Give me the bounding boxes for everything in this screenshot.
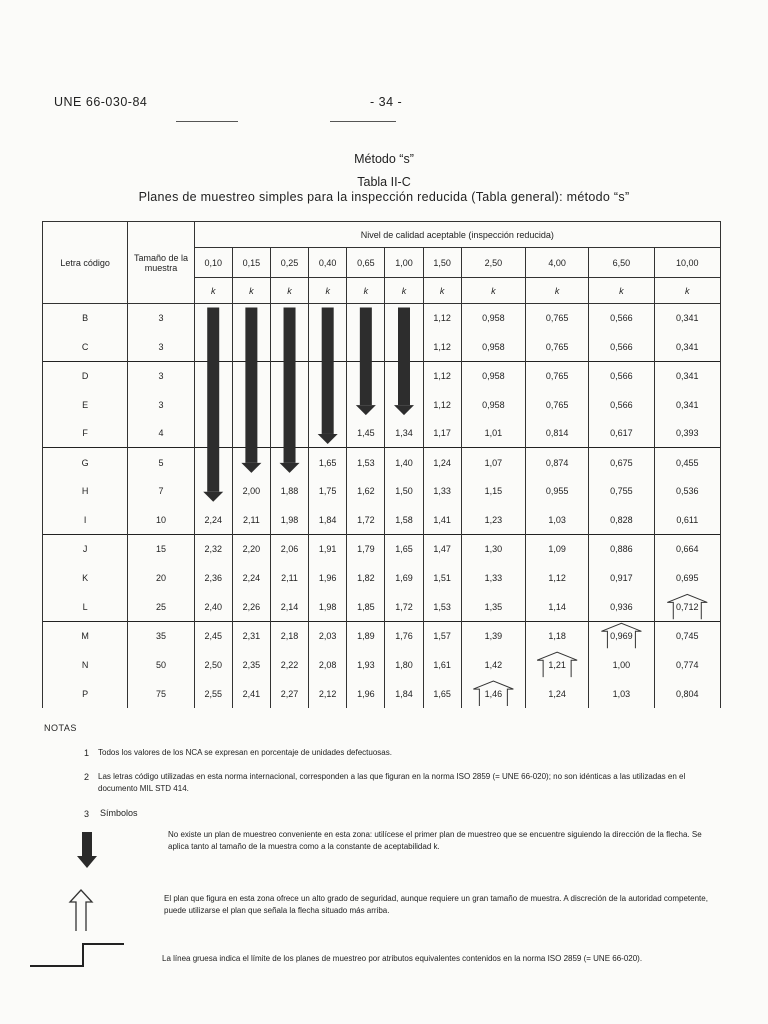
k-value: 1,33	[423, 477, 461, 506]
k-label: k	[309, 278, 347, 304]
k-value: 0,341	[654, 332, 720, 361]
nca-level: 1,50	[423, 248, 461, 278]
note-number: 2	[84, 772, 90, 782]
down-arrow-head-icon	[203, 492, 223, 502]
k-value: 1,46	[461, 679, 525, 708]
k-value: 0,969	[589, 621, 654, 650]
k-value: 1,98	[270, 506, 308, 535]
k-value: 1,88	[270, 477, 308, 506]
letter-code: B	[43, 304, 128, 333]
sample-size: 20	[128, 564, 194, 593]
k-value: 1,12	[423, 361, 461, 390]
nca-header: Nivel de calidad aceptable (inspección reducida)	[194, 222, 720, 248]
k-value: 1,07	[461, 448, 525, 477]
sample-size: 3	[128, 390, 194, 419]
k-label: k	[589, 278, 654, 304]
k-value: 1,53	[423, 592, 461, 621]
k-label: k	[347, 278, 385, 304]
k-label: k	[194, 278, 232, 304]
k-value: 1,39	[461, 621, 525, 650]
k-value: 1,98	[309, 592, 347, 621]
k-value: 1,91	[309, 535, 347, 564]
sample-size: 25	[128, 592, 194, 621]
k-value: 0,675	[589, 448, 654, 477]
nca-level: 0,65	[347, 248, 385, 278]
nca-level: 10,00	[654, 248, 720, 278]
k-value: 0,874	[526, 448, 589, 477]
symbol-up-description: El plan que figura en esta zona ofrece un alto grado de seguridad, aunque requiere un gran tamaño de muestra. A discreción de la autoridad competente, puede utilizarse el plan que señala la flecha situado más arriba.	[164, 894, 708, 915]
thick-line-symbol-icon	[28, 938, 128, 974]
k-value: 1,61	[423, 650, 461, 679]
k-value: 0,393	[654, 419, 720, 448]
k-value: 2,08	[309, 650, 347, 679]
up-arrow-symbol-icon	[66, 888, 96, 932]
down-arrow-icon	[284, 308, 296, 463]
k-value: 1,82	[347, 564, 385, 593]
k-value: 0,765	[526, 332, 589, 361]
sample-size: 7	[128, 477, 194, 506]
k-value: 1,62	[347, 477, 385, 506]
k-value: 2,40	[194, 592, 232, 621]
k-value: 1,24	[423, 448, 461, 477]
nca-level: 1,00	[385, 248, 423, 278]
k-value: 1,58	[385, 506, 423, 535]
k-value: 0,755	[589, 477, 654, 506]
k-value: 1,85	[347, 592, 385, 621]
k-value: 0,814	[526, 419, 589, 448]
k-value: 2,55	[194, 679, 232, 708]
nca-level: 2,50	[461, 248, 525, 278]
down-arrow-icon	[207, 308, 219, 492]
k-value: 1,14	[526, 592, 589, 621]
down-arrow-head-icon	[394, 405, 414, 415]
k-value: 0,455	[654, 448, 720, 477]
k-value: 2,36	[194, 564, 232, 593]
k-value: 1,34	[385, 419, 423, 448]
k-value: 1,65	[423, 679, 461, 708]
k-label: k	[654, 278, 720, 304]
letter-code: D	[43, 361, 128, 390]
k-value: 0,765	[526, 390, 589, 419]
k-value: 1,12	[423, 332, 461, 361]
k-value: 0,958	[461, 304, 525, 333]
k-value: 2,20	[232, 535, 270, 564]
k-value: 0,804	[654, 679, 720, 708]
k-value: 1,50	[385, 477, 423, 506]
table-subtitle: Planes de muestreo simples para la inspección reducida (Tabla general): método “s”	[138, 190, 630, 204]
letter-code: I	[43, 506, 128, 535]
k-value: 1,69	[385, 564, 423, 593]
down-arrow-icon	[322, 308, 334, 434]
k-value: 0,536	[654, 477, 720, 506]
nca-level: 0,15	[232, 248, 270, 278]
k-value: 0,955	[526, 477, 589, 506]
sample-size: 3	[128, 304, 194, 333]
k-value: 0,664	[654, 535, 720, 564]
symbol-down-description: No existe un plan de muestreo conveniente en esta zona: utilícese el primer plan de muestreo que se encuentre siguiendo la dirección de la flecha. Se aplica tanto al tamaño de la muestra como a la constante de aceptabilidad k.	[168, 830, 702, 851]
k-value: 1,03	[589, 679, 654, 708]
k-value: 1,89	[347, 621, 385, 650]
k-value: 1,84	[309, 506, 347, 535]
k-value: 1,47	[423, 535, 461, 564]
down-arrow-symbol-icon	[74, 830, 100, 870]
k-value: 1,12	[423, 390, 461, 419]
nca-level: 4,00	[526, 248, 589, 278]
k-value: 1,01	[461, 419, 525, 448]
k-value: 0,341	[654, 361, 720, 390]
k-value: 1,12	[423, 304, 461, 333]
k-value: 0,341	[654, 304, 720, 333]
k-value: 0,341	[654, 390, 720, 419]
note-2: Las letras código utilizadas en esta norma internacional, corresponden a las que figuran en la norma ISO 2859 (= UNE 66-020); no son idénticas a las utilizadas en el documento MIL STD 414.	[98, 772, 686, 793]
k-value: 1,09	[526, 535, 589, 564]
k-value: 0,566	[589, 332, 654, 361]
k-label: k	[270, 278, 308, 304]
k-value: 1,30	[461, 535, 525, 564]
up-arrow-icon	[473, 681, 513, 706]
k-value: 1,24	[526, 679, 589, 708]
k-value: 2,24	[232, 564, 270, 593]
k-value: 0,936	[589, 592, 654, 621]
notes-label: NOTAS	[44, 723, 77, 733]
k-value: 2,27	[270, 679, 308, 708]
k-value: 0,566	[589, 304, 654, 333]
k-value: 0,765	[526, 304, 589, 333]
k-value: 1,35	[461, 592, 525, 621]
down-arrow-icon	[245, 308, 257, 463]
table-title: Tabla II-C	[357, 175, 411, 189]
sample-size: 3	[128, 361, 194, 390]
k-value: 1,65	[385, 535, 423, 564]
k-value: 1,51	[423, 564, 461, 593]
k-value: 0,958	[461, 332, 525, 361]
k-value: 0,566	[589, 361, 654, 390]
k-value: 2,31	[232, 621, 270, 650]
sample-size: 5	[128, 448, 194, 477]
k-value: 1,00	[589, 650, 654, 679]
k-value: 1,21	[526, 650, 589, 679]
letter-code: F	[43, 419, 128, 448]
k-value: 1,96	[309, 564, 347, 593]
nca-level: 6,50	[589, 248, 654, 278]
k-value: 2,11	[232, 506, 270, 535]
letter-code: G	[43, 448, 128, 477]
k-value: 1,03	[526, 506, 589, 535]
k-value: 2,06	[270, 535, 308, 564]
sample-size: 50	[128, 650, 194, 679]
letter-code: N	[43, 650, 128, 679]
letter-code: K	[43, 564, 128, 593]
k-value: 2,14	[270, 592, 308, 621]
letter-code: C	[43, 332, 128, 361]
symbols-label: Símbolos	[100, 808, 138, 818]
k-value: 1,96	[347, 679, 385, 708]
k-value: 0,958	[461, 390, 525, 419]
k-value: 1,57	[423, 621, 461, 650]
k-label: k	[526, 278, 589, 304]
k-value: 1,75	[309, 477, 347, 506]
up-arrow-icon	[601, 623, 641, 648]
k-value: 1,17	[423, 419, 461, 448]
k-value: 2,00	[232, 477, 270, 506]
down-arrow-icon	[360, 308, 372, 406]
nca-level: 0,40	[309, 248, 347, 278]
k-value: 1,65	[309, 448, 347, 477]
k-value: 2,26	[232, 592, 270, 621]
k-value: 1,93	[347, 650, 385, 679]
sample-size: 3	[128, 332, 194, 361]
nca-level: 0,25	[270, 248, 308, 278]
letter-code: P	[43, 679, 128, 708]
k-label: k	[461, 278, 525, 304]
k-value: 1,84	[385, 679, 423, 708]
k-value: 1,15	[461, 477, 525, 506]
k-value: 0,774	[654, 650, 720, 679]
k-value: 1,23	[461, 506, 525, 535]
k-label: k	[423, 278, 461, 304]
method-title: Método “s”	[354, 152, 414, 166]
symbol-line-description: La línea gruesa indica el límite de los planes de muestreo por atributos equivalentes contenidos en la norma ISO 2859 (= UNE 66-020).	[162, 954, 643, 963]
letter-code: L	[43, 592, 128, 621]
down-arrow-head-icon	[280, 463, 300, 473]
k-value: 0,765	[526, 361, 589, 390]
standard-code: UNE 66-030-84	[54, 95, 148, 109]
note-1: Todos los valores de los NCA se expresan en porcentaje de unidades defectuosas.	[98, 748, 392, 757]
k-value: 2,24	[194, 506, 232, 535]
k-value: 2,18	[270, 621, 308, 650]
up-arrow-icon	[667, 594, 707, 619]
k-value: 0,566	[589, 390, 654, 419]
k-value: 2,50	[194, 650, 232, 679]
k-value: 1,76	[385, 621, 423, 650]
sample-size: 15	[128, 535, 194, 564]
down-arrow-head-icon	[241, 463, 261, 473]
down-arrow-head-icon	[318, 434, 338, 444]
sample-size-header: Tamaño de la muestra	[128, 222, 194, 304]
letter-code: E	[43, 390, 128, 419]
k-value: 2,22	[270, 650, 308, 679]
down-arrow-icon	[398, 308, 410, 406]
letter-code: M	[43, 621, 128, 650]
k-value: 2,12	[309, 679, 347, 708]
k-value: 1,40	[385, 448, 423, 477]
sample-size: 10	[128, 506, 194, 535]
k-value: 1,45	[347, 419, 385, 448]
note-number: 1	[84, 748, 90, 758]
k-value: 0,958	[461, 361, 525, 390]
k-value: 1,72	[347, 506, 385, 535]
letter-code: H	[43, 477, 128, 506]
note-number: 3	[84, 809, 90, 819]
sample-size: 4	[128, 419, 194, 448]
k-value: 1,79	[347, 535, 385, 564]
nca-level: 0,10	[194, 248, 232, 278]
up-arrow-icon	[537, 652, 577, 677]
k-value: 0,828	[589, 506, 654, 535]
k-value: 1,12	[526, 564, 589, 593]
k-value: 0,617	[589, 419, 654, 448]
k-value: 0,712	[654, 592, 720, 621]
k-value: 2,03	[309, 621, 347, 650]
k-value: 1,33	[461, 564, 525, 593]
letter-code-header: Letra código	[43, 222, 128, 304]
k-value: 1,53	[347, 448, 385, 477]
sample-size: 35	[128, 621, 194, 650]
k-label: k	[385, 278, 423, 304]
sample-size: 75	[128, 679, 194, 708]
k-value: 2,11	[270, 564, 308, 593]
k-value: 2,45	[194, 621, 232, 650]
k-value: 1,41	[423, 506, 461, 535]
page-number: - 34 -	[370, 95, 403, 109]
k-value: 0,886	[589, 535, 654, 564]
k-value: 2,35	[232, 650, 270, 679]
k-value: 2,41	[232, 679, 270, 708]
k-value: 1,72	[385, 592, 423, 621]
k-value: 1,80	[385, 650, 423, 679]
k-value: 0,611	[654, 506, 720, 535]
k-value: 1,42	[461, 650, 525, 679]
k-value: 0,695	[654, 564, 720, 593]
k-label: k	[232, 278, 270, 304]
k-value: 0,745	[654, 621, 720, 650]
k-value: 2,32	[194, 535, 232, 564]
letter-code: J	[43, 535, 128, 564]
k-value: 0,917	[589, 564, 654, 593]
k-value: 1,18	[526, 621, 589, 650]
down-arrow-head-icon	[356, 405, 376, 415]
